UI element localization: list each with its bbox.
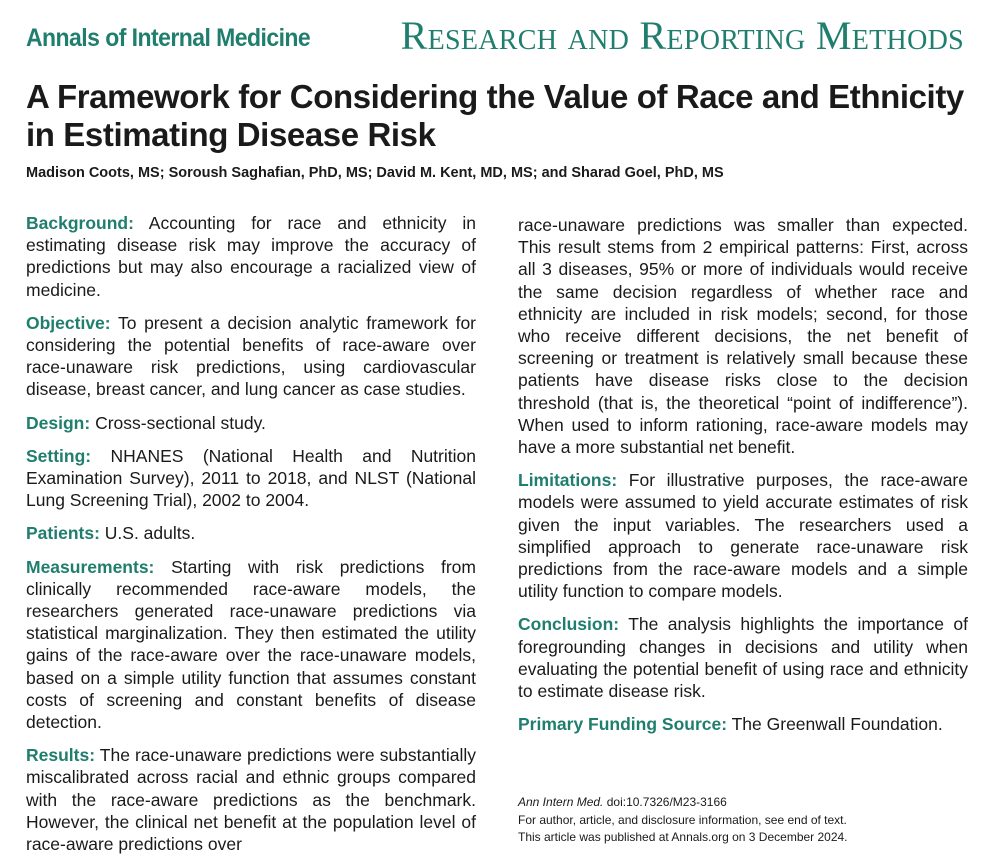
design-text: Cross-sectional study. [95,412,266,433]
abstract-measurements [26,556,476,734]
design-label: Design: [26,412,91,433]
abstract-background [26,212,476,301]
background-text: Accounting for race and ethnicity in estimating disease risk may improve the accuracy of predictions but may also encourage a racialized view of medicine. [26,213,476,300]
doi-text: doi:10.7326/M23-3166 [606,795,727,809]
results-text-part1: The race-unaware predictions were substantially miscalibrated across racial and ethnic groups compared with the race-aware predictions as the benchmark. However, the clinical net benefit at the population level of race-aware predictions over [26,745,476,855]
funding-text: The Greenwall Foundation. [731,714,943,735]
abstract-setting [26,445,476,512]
measurements-text: Starting with risk predictions from clinically recommended race-aware models, the researchers generated race-unaware predictions via statistical marginalization. They then estimated the utility gains of the race-aware over the race-unaware models, based on a simple utility function that assumes constant costs of screening and constant benefits of disease detection. [26,556,476,733]
results-text-part2: race-unaware predictions was smaller than expected. This result stems from 2 empirical patterns: First, across all 3 diseases, 95% or more of individuals would receive the same decision regardless of whether race and ethnicity are included in risk models; second, for those who receive different decisions, the net benefit of screening or treatment is relatively small because these patients have disease risks close to the decision threshold (that is, the theoretical “point of indifference”). When used to inform rationing, race-aware models may have a more substantial net benefit. [518,215,968,458]
journal-abbrev: Ann Intern Med. [518,795,604,809]
background-label: Background: [26,213,134,233]
abstract-right-column [518,214,968,746]
citation-line-1 [518,794,978,812]
abstract-funding [518,713,968,735]
journal-header [26,8,976,58]
journal-name: Annals of Internal Medicine [26,24,311,52]
abstract-results-continued [518,214,968,458]
conclusion-text: The analysis highlights the importance of foregrounding changes in decisions and utility when evaluating the potential benefit of using race and ethnicity to estimate disease risk. [518,614,969,702]
objective-text: To present a decision analytic framework for considering the potential benefits of race-aware over race-unaware risk predictions, using cardiovascular disease, breast cancer, and lung cancer as case studies. [26,312,477,400]
conclusion-label: Conclusion: [518,614,620,635]
patients-label: Patients: [26,523,100,544]
abstract-conclusion [518,613,968,702]
measurements-label: Measurements: [26,556,155,577]
citation-block [518,794,978,847]
abstract-objective [26,312,476,401]
abstract-patients [26,522,476,544]
patients-text: U.S. adults. [104,523,196,544]
author-list: Madison Coots, MS; Soroush Saghafian, PhD, MS; David M. Kent, MD, MS; and Sharad Goel, PhD, MS [26,165,724,181]
citation-line-2: For author, article, and disclosure information, see end of text. [518,812,847,827]
objective-label: Objective: [26,312,111,333]
abstract-results [26,744,476,855]
abstract-left-column [26,212,476,866]
abstract-limitations [518,469,968,602]
limitations-text: For illustrative purposes, the race-aware models were assumed to yield accurate estimates of risk given the input variables. The researchers used a simplified approach to generate race-unaware risk predictions from the race-aware models and a simple utility function to compare models. [518,470,968,602]
setting-label: Setting: [26,445,92,466]
article-title: A Framework for Considering the Value of Race and Ethnicity in Estimating Disease Risk [26,78,964,153]
funding-label: Primary Funding Source: [518,714,728,735]
setting-text: NHANES (National Health and Nutrition Examination Survey), 2011 to 2018, and NLST (National Lung Screening Trial), 2002 to 2004. [26,445,476,511]
abstract-design [26,412,476,434]
section-heading: Research and Reporting Methods [400,13,964,58]
limitations-label: Limitations: [518,470,618,491]
results-label: Results: [26,745,96,766]
citation-line-3: This article was published at Annals.org on 3 December 2024. [518,830,848,844]
